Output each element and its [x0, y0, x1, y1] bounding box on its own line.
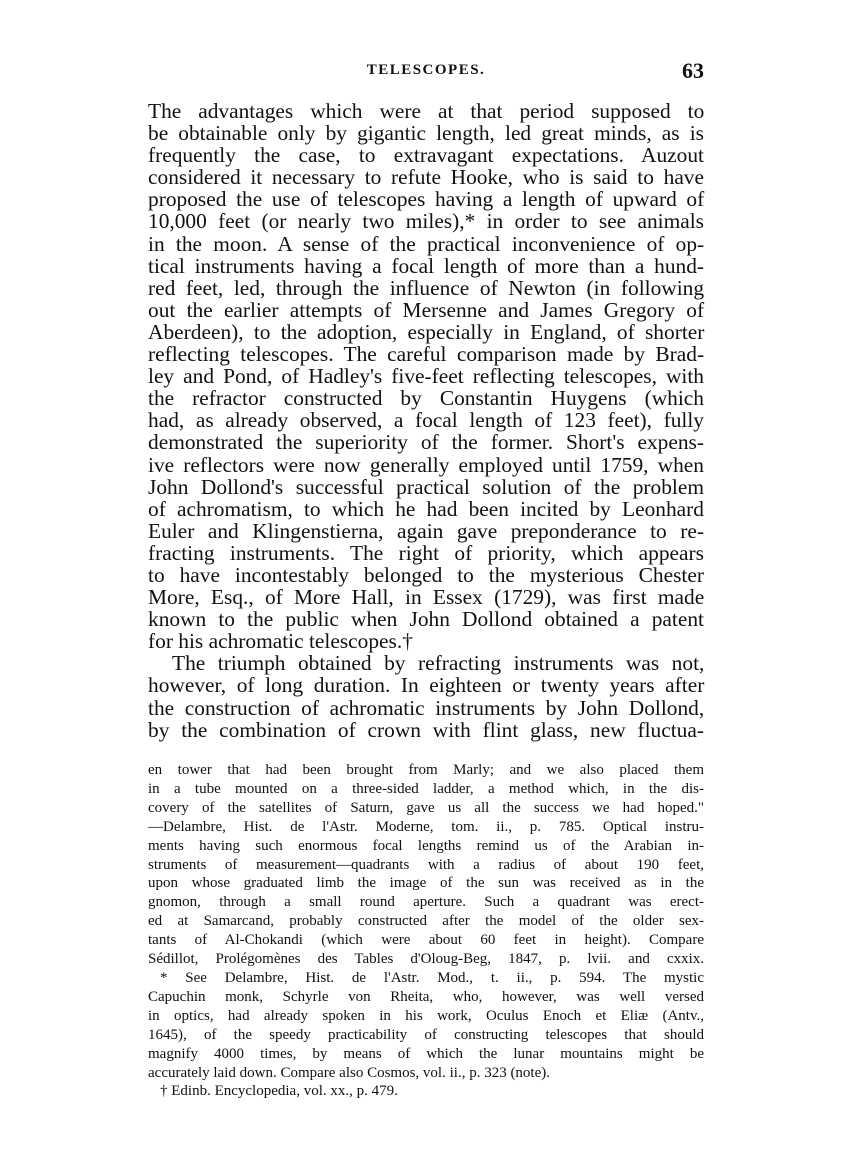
footnote-line: tants of Al-Chokandi (which were about 60 feet in height). Compare	[148, 932, 704, 949]
body-line: to have incontestably belonged to the mysterious Chester	[148, 562, 704, 587]
body-line: of achromatism, to which he had been incited by Leonhard	[148, 496, 704, 521]
footnote-line: covery of the satellites of Saturn, gave us all the success we had hoped."	[148, 799, 704, 816]
body-line: known to the public when John Dollond obtained a patent	[148, 607, 704, 632]
body-line: the construction of achromatic instruments by John Dollond,	[148, 695, 705, 720]
body-line: be obtainable only by gigantic length, led great minds, as is	[148, 121, 704, 146]
body-line: red feet, led, through the influence of Newton (in following	[148, 275, 705, 300]
body-line: considered it necessary to refute Hooke, who is said to have	[148, 165, 704, 190]
body-line: however, of long duration. In eighteen or twenty years after	[148, 673, 705, 698]
body-line: John Dollond's successful practical solution of the problem	[148, 474, 704, 499]
footnote-line: 1645), of the speedy practicability of constructing telescopes that should	[148, 1026, 704, 1043]
footnote-line: Sédillot, Prolégomènes des Tables d'Oloug-Beg, 1847, p. lvii. and cxxix.	[148, 951, 704, 968]
footnote-line: accurately laid down. Compare also Cosmos, vol. ii., p. 323 (note).	[148, 1064, 551, 1081]
body-line: in the moon. A sense of the practical inconvenience of op-	[148, 231, 705, 256]
body-line: Aberdeen), to the adoption, especially in England, of shorter	[148, 319, 705, 344]
body-line: for his achromatic telescopes.†	[148, 629, 413, 654]
body-line: proposed the use of telescopes having a length of upward of	[148, 187, 705, 212]
body-line: by the combination of crown with flint glass, new fluctua-	[148, 717, 704, 742]
body-line: out the earlier attempts of Mersenne and James Gregory of	[148, 297, 705, 322]
body-line: had, as already observed, a focal length of 123 feet), fully	[148, 408, 704, 433]
footnote-line: struments of measurement—quadrants with a radius of about 190 feet,	[148, 856, 704, 873]
body-text	[148, 100, 704, 741]
body-line: More, Esq., of More Hall, in Essex (1729), was first made	[148, 585, 705, 610]
footnote-line: —Delambre, Hist. de l'Astr. Moderne, tom. ii., p. 785. Optical instru-	[148, 818, 704, 835]
page-number: 63	[682, 58, 704, 83]
footnote-line: gnomon, through a small round aperture. Such a quadrant was erect-	[148, 894, 704, 911]
body-line: 10,000 feet (or nearly two miles),* in order to see animals	[148, 209, 704, 234]
body-line: tical instruments having a focal length of more than a hund-	[148, 253, 705, 278]
body-line: demonstrated the superiority of the former. Short's expens-	[148, 430, 704, 455]
body-line: frequently the case, to extravagant expectations. Auzout	[148, 143, 704, 168]
body-line: ive reflectors were now generally employed until 1759, when	[148, 452, 704, 477]
running-title: TELESCOPES.	[366, 62, 486, 78]
body-line: the refractor constructed by Constantin Huygens (which	[148, 386, 704, 411]
footnote-line: ments having such enormous focal lengths remind us of the Arabian in-	[148, 837, 704, 854]
body-line: The triumph obtained by refracting instruments was not,	[172, 651, 705, 676]
body-line: The advantages which were at that period supposed to	[148, 99, 705, 123]
footnote-line: magnify 4000 times, by means of which the lunar mountains might be	[148, 1045, 704, 1062]
body-line: fracting instruments. The right of priority, which appears	[148, 540, 704, 565]
footnote-line: en tower that had been brought from Marly; and we also placed them	[148, 762, 704, 778]
footnote-line: * See Delambre, Hist. de l'Astr. Mod., t. ii., p. 594. The mystic	[160, 969, 704, 986]
footnote-line: upon whose graduated limb the image of the sun was received as in the	[148, 875, 704, 892]
footnote-line: Capuchin monk, Schyrle von Rheita, who, however, was well versed	[148, 988, 704, 1005]
footnote-line: in a tube mounted on a three-sided ladder, a method which, in the dis-	[148, 780, 704, 797]
body-line: reflecting telescopes. The careful comparison made by Brad-	[148, 342, 705, 367]
footnote-line: in optics, had already spoken in his work, Oculus Enoch et Eliæ (Antv.,	[148, 1007, 704, 1024]
footnote-line: ed at Samarcand, probably constructed after the model of the older sex-	[148, 913, 705, 930]
footnote-line: † Edinb. Encyclopedia, vol. xx., p. 479.	[160, 1083, 398, 1100]
body-line: ley and Pond, of Hadley's five-feet reflecting telescopes, with	[148, 364, 704, 389]
running-head	[148, 58, 704, 84]
body-line: Euler and Klingenstierna, again gave preponderance to re-	[148, 518, 704, 543]
footnotes	[148, 761, 704, 1101]
